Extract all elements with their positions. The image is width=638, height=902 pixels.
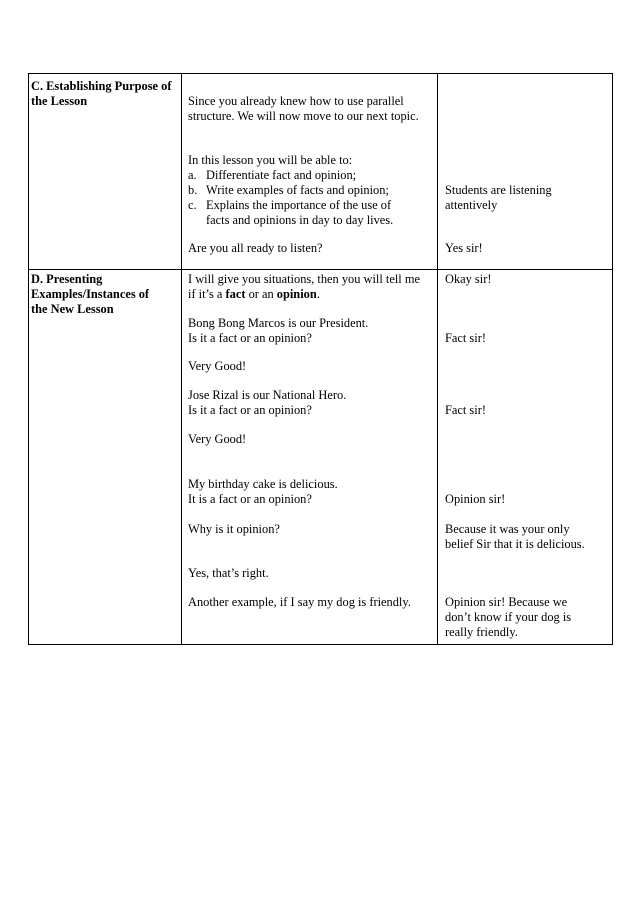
- list-item-continuation: facts and opinions in day to day lives.: [206, 213, 394, 227]
- table-row: [29, 74, 613, 270]
- student-response-line: Opinion sir! Because we: [445, 595, 568, 609]
- lesson-plan-table: [28, 73, 613, 645]
- section-label-cell: [29, 74, 182, 270]
- praise: Very Good!: [188, 432, 247, 446]
- student-response-line: Because it was your only: [445, 522, 570, 536]
- intro-text: if it’s a: [188, 287, 226, 301]
- section-label-line: Examples/Instances of: [31, 287, 150, 301]
- example-question: It is a fact or an opinion?: [188, 492, 312, 506]
- student-activity-cell: [438, 74, 613, 270]
- intro-line: I will give you situations, then you will tell me: [188, 272, 420, 286]
- list-marker: a.: [188, 168, 197, 182]
- student-response-line: don’t know if your dog is: [445, 610, 572, 624]
- section-label-line: the New Lesson: [31, 302, 114, 316]
- student-response: Fact sir!: [445, 403, 486, 417]
- example-question: Is it a fact or an opinion?: [188, 403, 312, 417]
- example-line: Jose Rizal is our National Hero.: [188, 388, 347, 402]
- example-line: Bong Bong Marcos is our President.: [188, 316, 369, 330]
- student-activity-cell: [438, 270, 613, 645]
- student-response: Okay sir!: [445, 272, 492, 286]
- student-response-line: attentively: [445, 198, 498, 212]
- objectives-intro: In this lesson you will be able to:: [188, 153, 353, 167]
- intro-line: structure. We will now move to our next topic.: [188, 109, 419, 123]
- closing-question: Are you all ready to listen?: [188, 241, 323, 255]
- teacher-activity-cell: [182, 74, 438, 270]
- intro-text: or an: [245, 287, 277, 301]
- student-response-line: belief Sir that it is delicious.: [445, 537, 585, 551]
- opinion-term: opinion: [276, 287, 317, 301]
- intro-line: [188, 287, 320, 302]
- section-label-line: C. Establishing Purpose of: [31, 79, 172, 93]
- table-row: [29, 270, 613, 645]
- student-response: Opinion sir!: [445, 492, 506, 506]
- student-response: Fact sir!: [445, 331, 486, 345]
- follow-up-question: Why is it opinion?: [188, 522, 280, 536]
- example-line: My birthday cake is delicious.: [188, 477, 338, 491]
- student-response-line: Students are listening: [445, 183, 552, 197]
- confirmation: Yes, that’s right.: [188, 566, 269, 580]
- list-marker: b.: [188, 183, 198, 197]
- student-response: Yes sir!: [445, 241, 483, 255]
- list-item: Differentiate fact and opinion;: [206, 168, 357, 182]
- example-line: Another example, if I say my dog is friendly.: [188, 595, 411, 609]
- student-response-line: really friendly.: [445, 625, 518, 639]
- list-item: Write examples of facts and opinion;: [206, 183, 389, 197]
- section-label-line: the Lesson: [31, 94, 88, 108]
- section-label-line: D. Presenting: [31, 272, 103, 286]
- intro-line: Since you already knew how to use parallel: [188, 94, 404, 108]
- list-marker: c.: [188, 198, 197, 212]
- intro-text: .: [316, 287, 320, 301]
- teacher-activity-cell: [182, 270, 438, 645]
- example-question: Is it a fact or an opinion?: [188, 331, 312, 345]
- fact-term: fact: [225, 287, 246, 301]
- section-label-cell: [29, 270, 182, 645]
- list-item: Explains the importance of the use of: [206, 198, 392, 212]
- praise: Very Good!: [188, 359, 247, 373]
